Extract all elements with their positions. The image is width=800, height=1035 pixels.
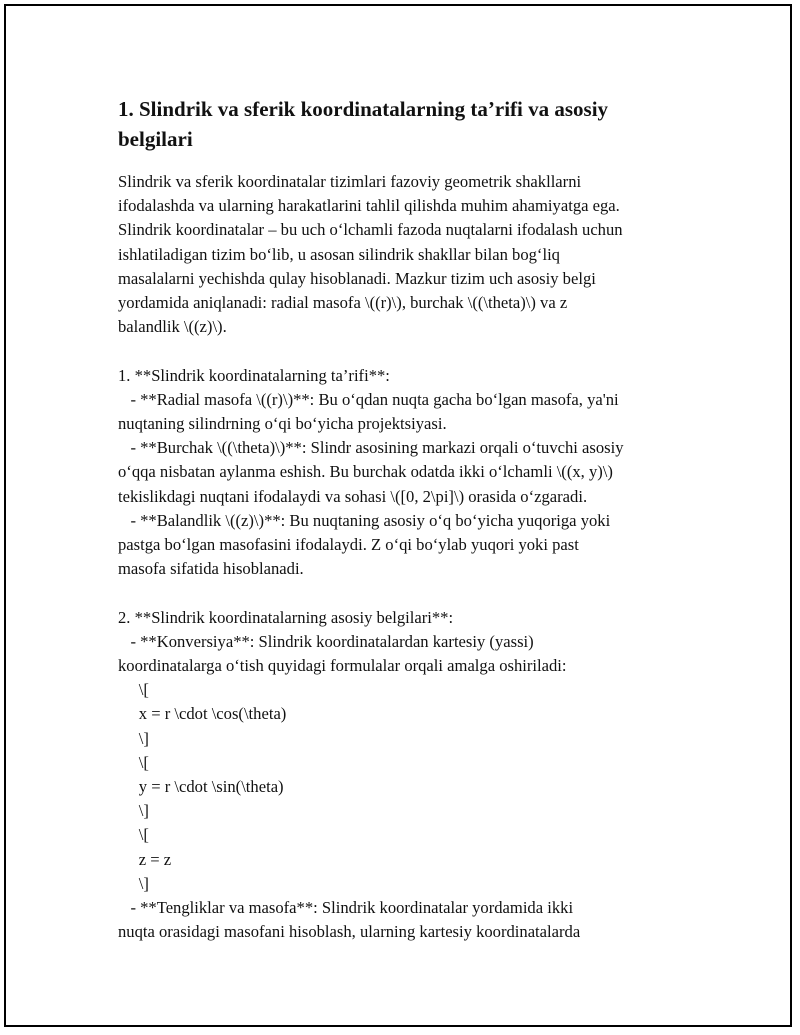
document-body <box>118 94 693 944</box>
text-line: - **Tengliklar va masofa**: Slindrik koordinatalar yordamida ikki <box>118 898 574 918</box>
text-line: nuqtaning silindrning o‘qi bo‘yicha projektsiyasi. <box>118 414 447 434</box>
text-line: ishlatiladigan tizim bo‘lib, u asosan silindrik shakllar bilan bog‘liq <box>118 244 560 264</box>
text-line: balandlik \((z)\). <box>118 317 227 337</box>
blank-line <box>118 339 693 363</box>
list-heading: 1. **Slindrik koordinatalarning ta’rifi**: <box>118 365 390 385</box>
text-line: Slindrik koordinatalar – bu uch o‘lchamli fazoda nuqtalarni ifodalash uchun <box>118 220 623 240</box>
formula-line: \] <box>118 728 149 748</box>
text-line: masofa sifatida hisoblanadi. <box>118 559 304 579</box>
text-line: koordinatalarga o‘tish quyidagi formulalar orqali amalga oshiriladi: <box>118 656 567 676</box>
text-line: ifodalashda va ularning harakatlarini tahlil qilishda muhim ahamiyatga ega. <box>118 196 620 216</box>
text-line: - **Konversiya**: Slindrik koordinatalardan kartesiy (yassi) <box>118 631 534 651</box>
text-line: tekislikdagi nuqtani ifodalaydi va sohasi \([0, 2\pi]\) orasida o‘zgaradi. <box>118 486 588 506</box>
text-line: pastga bo‘lgan masofasini ifodalaydi. Z o‘qi bo‘ylab yuqori yoki past <box>118 535 579 555</box>
heading-line: 1. Slindrik va sferik koordinatalarning ta’rifi va asosiy <box>118 97 609 121</box>
list-heading: 2. **Slindrik koordinatalarning asosiy belgilari**: <box>118 607 454 627</box>
text-line: yordamida aniqlanadi: radial masofa \((r)\), burchak \((\theta)\) va z <box>118 293 568 313</box>
text-line: - **Balandlik \((z)\)**: Bu nuqtaning asosiy o‘q bo‘yicha yuqoriga yoki <box>118 510 611 530</box>
section-heading <box>118 94 693 154</box>
body-text <box>118 170 693 944</box>
formula-line: y = r \cdot \sin(\theta) <box>118 777 284 797</box>
text-line: masalalarni yechishda qulay hisoblanadi. Mazkur tizim uch asosiy belgi <box>118 268 596 288</box>
formula-line: \[ <box>118 680 149 700</box>
text-line: o‘qqa nisbatan aylanma eshish. Bu burchak odatda ikki o‘lchamli \((x, y)\) <box>118 462 613 482</box>
heading-line: belgilari <box>118 127 193 151</box>
text-line: - **Radial masofa \((r)\)**: Bu o‘qdan nuqta gacha bo‘lgan masofa, ya'ni <box>118 389 619 409</box>
formula-line: \[ <box>118 752 149 772</box>
text-line: nuqta orasidagi masofani hisoblash, ularning kartesiy koordinatalarda <box>118 922 581 942</box>
formula-line: x = r \cdot \cos(\theta) <box>118 704 287 724</box>
formula-line: \[ <box>118 825 149 845</box>
text-line: Slindrik va sferik koordinatalar tizimlari fazoviy geometrik shakllarni <box>118 172 582 191</box>
blank-line <box>118 581 693 605</box>
formula-line: z = z <box>118 849 172 869</box>
formula-line: \] <box>118 801 149 821</box>
formula-line: \] <box>118 873 149 893</box>
text-line: - **Burchak \((\theta)\)**: Slindr asosining markazi orqali o‘tuvchi asosiy <box>118 438 624 458</box>
